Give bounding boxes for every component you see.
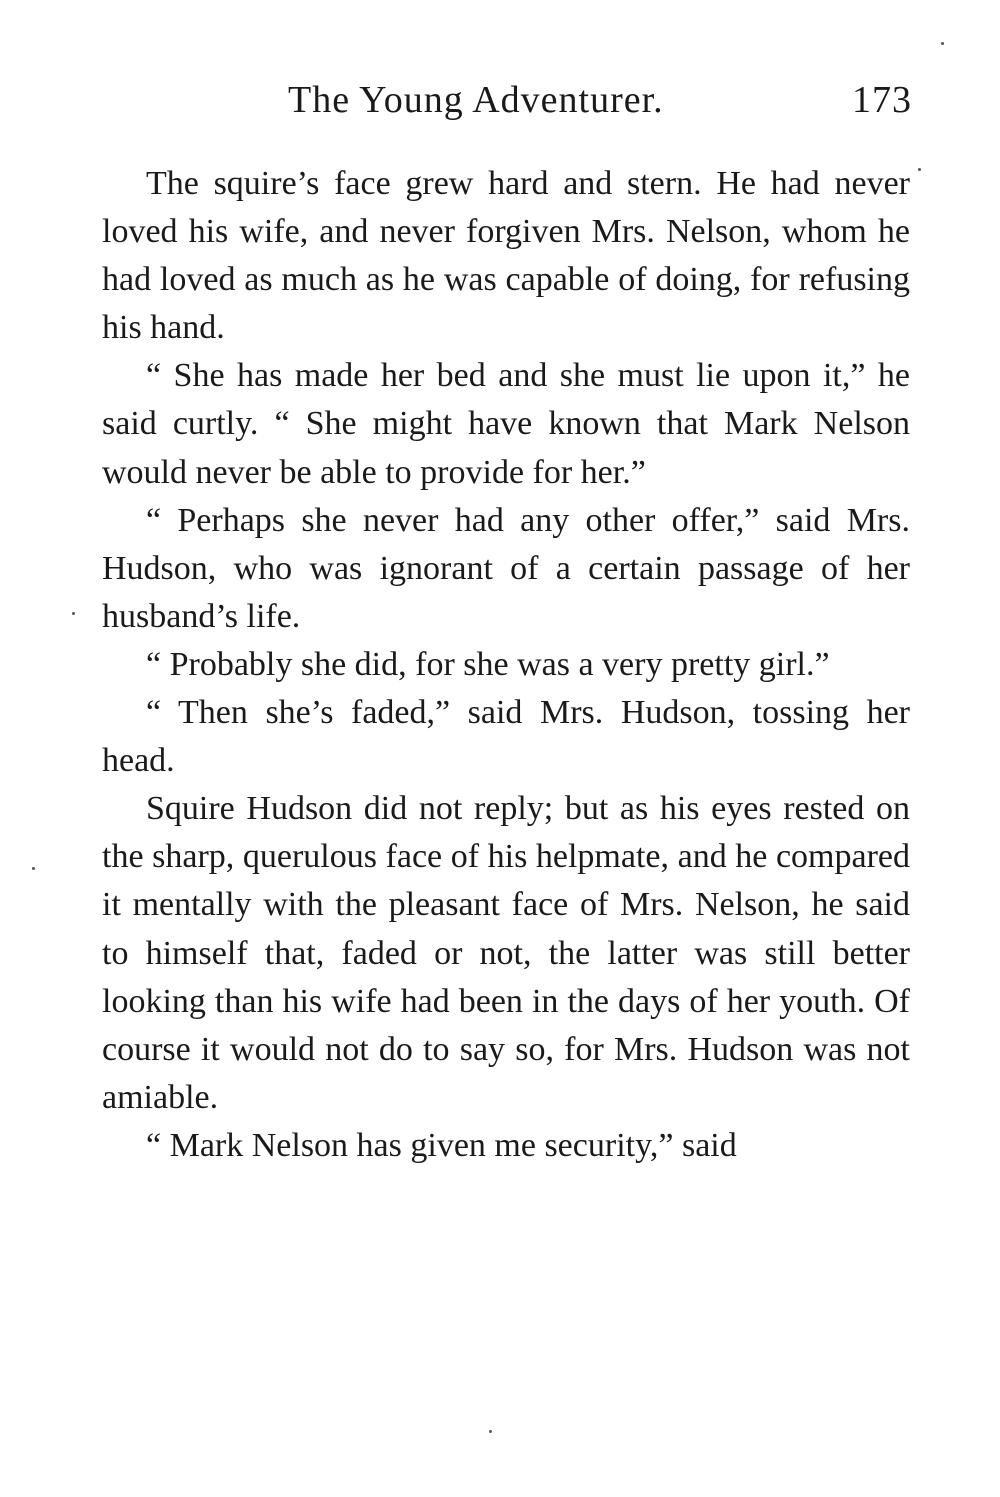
paper-speck bbox=[72, 612, 75, 615]
body-text bbox=[102, 160, 910, 1170]
paragraph: “ Mark Nelson has given me security,” said bbox=[146, 1126, 737, 1164]
running-head bbox=[100, 78, 912, 128]
paragraph: “ Probably she did, for she was a very pretty girl.” bbox=[146, 645, 830, 683]
paragraph: “ She has made her bed and she must lie upon it,” he said curtly. “ She might have known that Mark Nelson would never be able to provide for her.” bbox=[102, 357, 910, 491]
page-number: 173 bbox=[852, 79, 912, 121]
paragraph: “ Perhaps she never had any other offer,” said Mrs. Hudson, who was ignorant of a certain passage of her husband’s life. bbox=[102, 501, 910, 635]
paper-speck bbox=[918, 168, 921, 171]
paper-speck bbox=[941, 42, 944, 45]
paragraph: “ Then she’s faded,” said Mrs. Hudson, tossing her head. bbox=[102, 694, 910, 780]
paragraph: Squire Hudson did not reply; but as his eyes rested on the sharp, querulous face of his helpmate, and he compared it mentally with the pleasant face of Mrs. Nelson, he said to himself that, faded or not, the latter was still better looking than his wife had been in the days of her youth. Of course it would not do to say so, for Mrs. Hudson was not amiable. bbox=[102, 790, 910, 1116]
paper-speck bbox=[32, 867, 35, 870]
running-title: The Young Adventurer. bbox=[288, 79, 664, 121]
paragraph: The squire’s face grew hard and stern. He had never loved his wife, and never forgiven Mrs. Nelson, whom he had loved as much as he was capable of doing, for refusing his hand. bbox=[102, 165, 910, 347]
paper-speck bbox=[489, 1430, 492, 1433]
